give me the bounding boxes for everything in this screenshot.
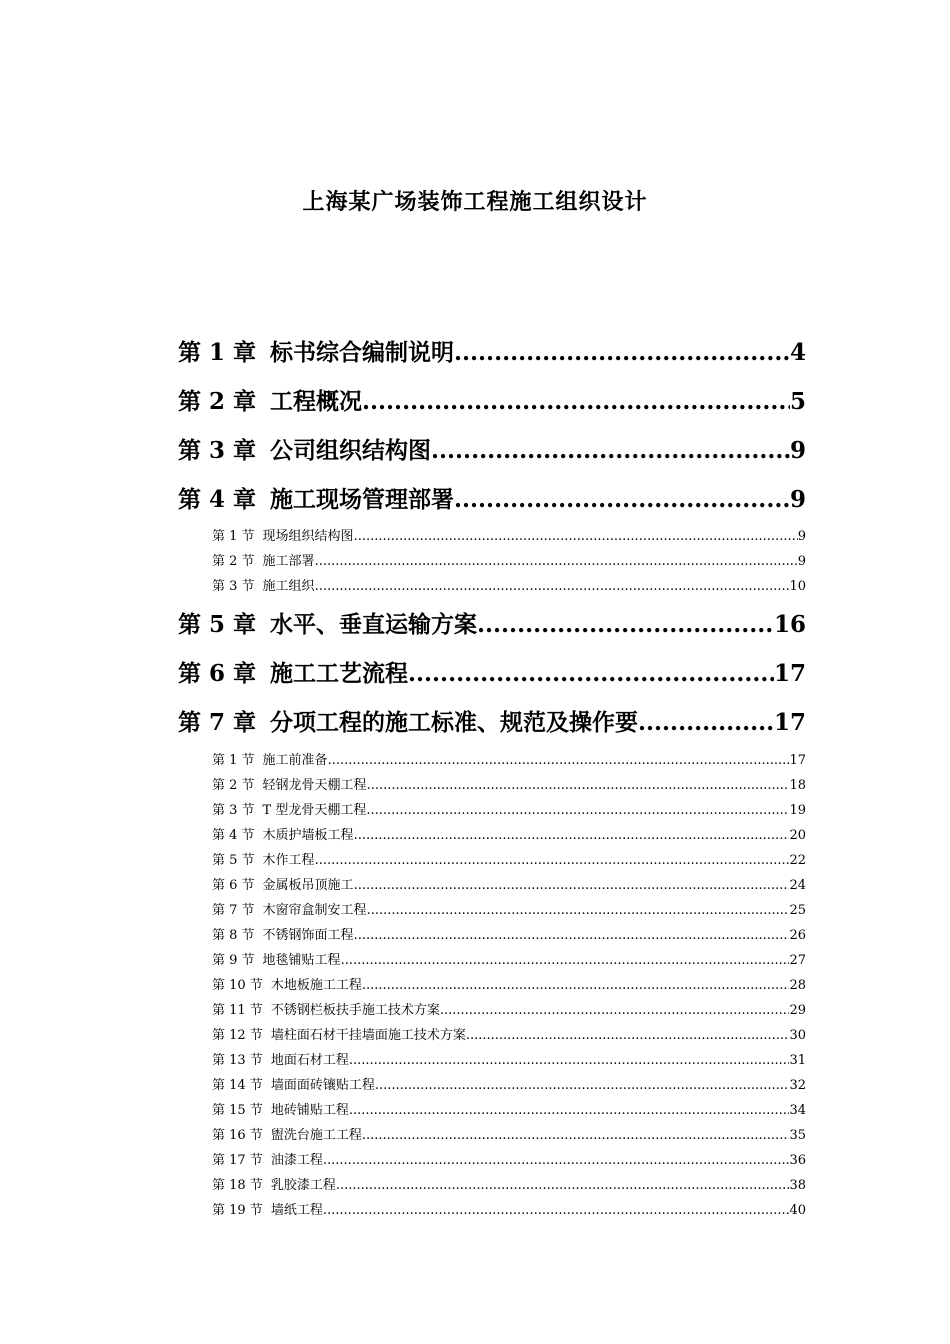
dot-leader xyxy=(477,611,774,638)
dot-leader xyxy=(638,709,774,736)
section-title: 地面石材工程 xyxy=(270,1053,349,1068)
section-title: 不锈钢栏板扶手施工技术方案 xyxy=(270,1003,440,1018)
page-number: 19 xyxy=(789,803,806,818)
section-number: 第 14 节 xyxy=(212,1078,263,1093)
page-number: 10 xyxy=(789,579,806,594)
dot-leader xyxy=(315,554,798,569)
dot-leader xyxy=(366,803,789,818)
chapter-title: 公司组织结构图 xyxy=(270,437,432,464)
page-number: 20 xyxy=(789,828,806,843)
chapter-number: 第 2 章 xyxy=(178,388,257,415)
toc-section[interactable] xyxy=(212,1099,806,1119)
chapter-title: 水平、垂直运输方案 xyxy=(270,611,478,638)
toc-chapter-3[interactable] xyxy=(178,432,806,468)
toc-chapter-1[interactable] xyxy=(178,334,806,370)
dot-leader xyxy=(367,903,790,918)
section-number: 第 15 节 xyxy=(212,1103,263,1118)
dot-leader xyxy=(367,778,790,793)
toc-section[interactable] xyxy=(212,1124,806,1144)
section-number: 第 1 节 xyxy=(212,753,255,768)
toc-section[interactable] xyxy=(212,1074,806,1094)
section-title: 墙纸工程 xyxy=(270,1203,323,1218)
page-number: 31 xyxy=(789,1053,806,1068)
chapter-title: 工程概况 xyxy=(270,388,363,415)
toc-section[interactable] xyxy=(212,824,806,844)
section-title: 施工组织 xyxy=(262,579,315,594)
section-title: 现场组织结构图 xyxy=(262,529,354,544)
page-number: 17 xyxy=(773,660,806,687)
dot-leader xyxy=(408,660,774,687)
section-title: 施工部署 xyxy=(262,554,315,569)
dot-leader xyxy=(354,529,798,544)
dot-leader xyxy=(431,437,790,464)
toc-section[interactable] xyxy=(212,924,806,944)
toc-section[interactable] xyxy=(212,550,806,570)
chapter-title: 分项工程的施工标准、规范及操作要 xyxy=(270,709,639,736)
page-number: 32 xyxy=(789,1078,806,1093)
section-title: 油漆工程 xyxy=(270,1153,323,1168)
dot-leader xyxy=(454,339,790,366)
page-number: 35 xyxy=(789,1128,806,1143)
section-title: 金属板吊顶施工 xyxy=(262,878,354,893)
section-number: 第 3 节 xyxy=(212,803,255,818)
section-number: 第 5 节 xyxy=(212,853,255,868)
dot-leader xyxy=(354,828,790,843)
dot-leader xyxy=(328,753,790,768)
dot-leader xyxy=(440,1003,790,1018)
section-title: 墙面面砖镶贴工程 xyxy=(270,1078,375,1093)
page-number: 9 xyxy=(789,486,806,513)
toc-section[interactable] xyxy=(212,899,806,919)
section-number: 第 1 节 xyxy=(212,529,255,544)
page-number: 9 xyxy=(797,529,806,544)
chapter-number: 第 3 章 xyxy=(178,437,257,464)
chapter-title: 施工现场管理部署 xyxy=(270,486,455,513)
section-title: 轻钢龙骨天棚工程 xyxy=(262,778,367,793)
toc-section[interactable] xyxy=(212,749,806,769)
dot-leader xyxy=(375,1078,790,1093)
dot-leader xyxy=(336,1178,790,1193)
toc-chapter-5[interactable] xyxy=(178,606,806,642)
page-number: 9 xyxy=(797,554,806,569)
toc-chapter-4[interactable] xyxy=(178,481,806,517)
toc-chapter-6[interactable] xyxy=(178,655,806,691)
page-number: 24 xyxy=(789,878,806,893)
chapter-number: 第 4 章 xyxy=(178,486,257,513)
page-number: 16 xyxy=(773,611,806,638)
toc-section[interactable] xyxy=(212,849,806,869)
toc-section[interactable] xyxy=(212,774,806,794)
chapter-number: 第 1 章 xyxy=(178,339,257,366)
toc-chapter-7[interactable] xyxy=(178,704,806,740)
section-number: 第 4 节 xyxy=(212,828,255,843)
chapter-title: 标书综合编制说明 xyxy=(270,339,455,366)
page-number: 18 xyxy=(789,778,806,793)
dot-leader xyxy=(454,486,790,513)
section-number: 第 8 节 xyxy=(212,928,255,943)
toc-section[interactable] xyxy=(212,1199,806,1219)
page-number: 9 xyxy=(789,437,806,464)
page-number: 36 xyxy=(789,1153,806,1168)
dot-leader xyxy=(362,1128,790,1143)
chapter-title: 施工工艺流程 xyxy=(270,660,409,687)
dot-leader xyxy=(354,878,790,893)
section-number: 第 10 节 xyxy=(212,978,263,993)
chapter-number: 第 6 章 xyxy=(178,660,257,687)
page-number: 34 xyxy=(789,1103,806,1118)
dot-leader xyxy=(466,1028,790,1043)
page-number: 29 xyxy=(789,1003,806,1018)
page-number: 17 xyxy=(773,709,806,736)
section-title: 木质护墙板工程 xyxy=(262,828,354,843)
section-number: 第 19 节 xyxy=(212,1203,263,1218)
section-number: 第 16 节 xyxy=(212,1128,263,1143)
toc-section[interactable] xyxy=(212,1174,806,1194)
dot-leader xyxy=(315,853,790,868)
page-number: 5 xyxy=(789,388,806,415)
page-number: 25 xyxy=(789,903,806,918)
page-number: 27 xyxy=(789,953,806,968)
page-number: 28 xyxy=(789,978,806,993)
section-number: 第 13 节 xyxy=(212,1053,263,1068)
section-number: 第 2 节 xyxy=(212,554,255,569)
page-number: 26 xyxy=(789,928,806,943)
toc-section[interactable] xyxy=(212,525,806,545)
section-number: 第 17 节 xyxy=(212,1153,263,1168)
document-title: 上海某广场装饰工程施工组织设计 xyxy=(302,189,648,215)
section-title: 乳胶漆工程 xyxy=(270,1178,336,1193)
page-number: 30 xyxy=(789,1028,806,1043)
toc-section[interactable] xyxy=(212,974,806,994)
toc-section[interactable] xyxy=(212,1149,806,1169)
section-number: 第 18 节 xyxy=(212,1178,263,1193)
section-title: 地毯铺贴工程 xyxy=(262,953,341,968)
page-number: 22 xyxy=(789,853,806,868)
section-title: 施工前准备 xyxy=(262,753,328,768)
dot-leader xyxy=(323,1153,790,1168)
section-title: 墙柱面石材干挂墙面施工技术方案 xyxy=(270,1028,466,1043)
dot-leader xyxy=(349,1053,790,1068)
section-title: 木地板施工工程 xyxy=(270,978,362,993)
toc-section[interactable] xyxy=(212,874,806,894)
toc-section[interactable] xyxy=(212,949,806,969)
section-number: 第 3 节 xyxy=(212,579,255,594)
toc-section[interactable] xyxy=(212,1049,806,1069)
chapter-number: 第 5 章 xyxy=(178,611,257,638)
section-number: 第 12 节 xyxy=(212,1028,263,1043)
section-number: 第 2 节 xyxy=(212,778,255,793)
section-number: 第 9 节 xyxy=(212,953,255,968)
page-number: 38 xyxy=(789,1178,806,1193)
page-number: 17 xyxy=(789,753,806,768)
section-title: T 型龙骨天棚工程 xyxy=(262,803,367,818)
dot-leader xyxy=(362,978,790,993)
dot-leader xyxy=(315,579,790,594)
chapter-number: 第 7 章 xyxy=(178,709,257,736)
dot-leader xyxy=(323,1203,790,1218)
dot-leader xyxy=(341,953,790,968)
section-number: 第 11 节 xyxy=(212,1003,263,1018)
toc-chapter-2[interactable] xyxy=(178,383,806,419)
dot-leader xyxy=(349,1103,790,1118)
dot-leader xyxy=(362,388,790,415)
toc-section[interactable] xyxy=(212,999,806,1019)
toc-section[interactable] xyxy=(212,799,806,819)
section-number: 第 7 节 xyxy=(212,903,255,918)
section-title: 盥洗台施工工程 xyxy=(270,1128,362,1143)
toc-section[interactable] xyxy=(212,1024,806,1044)
section-title: 地砖铺贴工程 xyxy=(270,1103,349,1118)
section-title: 不锈钢饰面工程 xyxy=(262,928,354,943)
section-title: 木窗帘盒制安工程 xyxy=(262,903,367,918)
section-title: 木作工程 xyxy=(262,853,315,868)
page-number: 40 xyxy=(789,1203,806,1218)
dot-leader xyxy=(354,928,790,943)
section-number: 第 6 节 xyxy=(212,878,255,893)
page-number: 4 xyxy=(789,339,806,366)
toc-section[interactable] xyxy=(212,575,806,595)
